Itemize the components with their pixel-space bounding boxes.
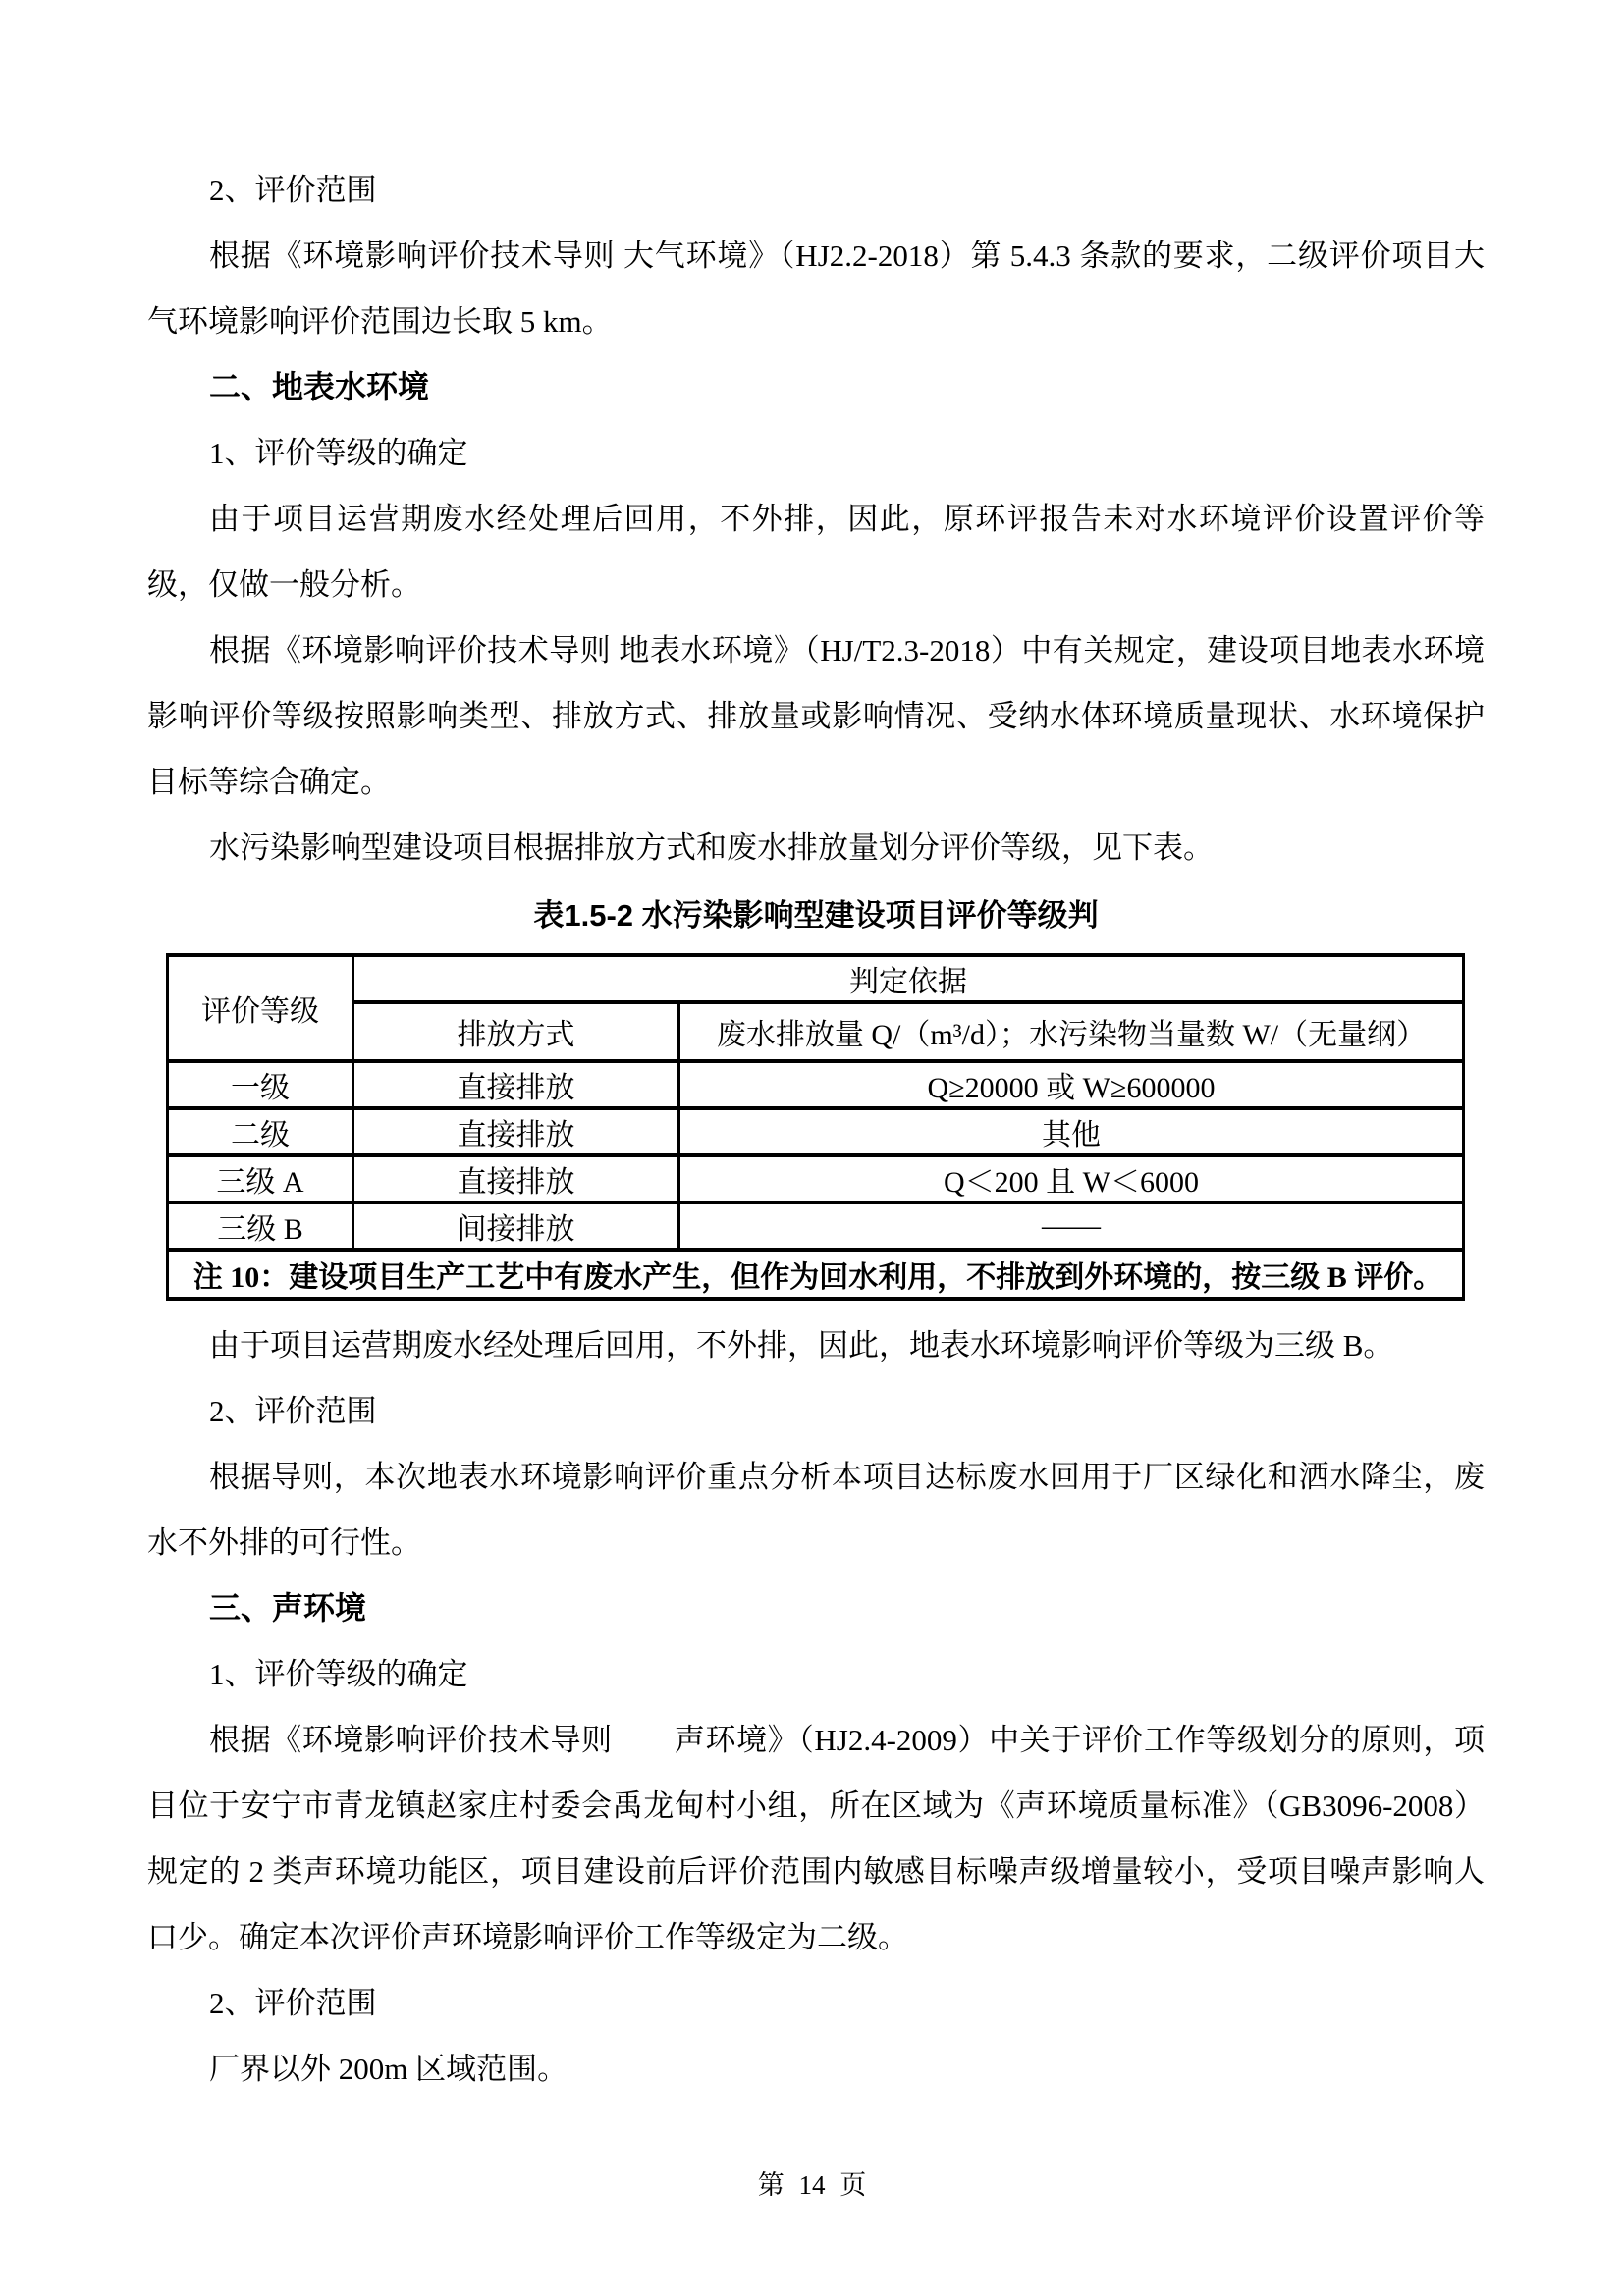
- cell-criteria: ——: [679, 1202, 1464, 1250]
- cell-mode: 直接排放: [353, 1061, 679, 1108]
- paragraph-water-scope-title: 2、评价范围: [209, 1394, 377, 1428]
- table-row-grade-1: [168, 1061, 1464, 1108]
- table-caption: 表1.5-2 水污染影响型建设项目评价等级判: [533, 898, 1099, 933]
- table-header-row-2: [168, 1002, 1464, 1061]
- table-header-grade: 评价等级: [168, 955, 353, 1061]
- paragraph-noise-grade-body: 根据《环境影响评价技术导则 声环境》（HJ2.4-2009）中关于评价工作等级划分的原则，项目位于安宁市青龙镇赵家庄村委会禹龙甸村小组，所在区域为《声环境质量标准》（GB3096-2008）规定的 2 类声环境功能区，项目建设前后评价范围内敏感目标噪声级增量较小，受项目噪声影响人口少。确定本次评价声环境影响评价工作等级定为二级。: [147, 1723, 1485, 1954]
- cell-mode: 间接排放: [353, 1202, 679, 1250]
- table-note: 注 10：建设项目生产工艺中有废水产生，但作为回水利用，不排放到外环境的，按三级 B 评价。: [168, 1250, 1464, 1299]
- paragraph-water-grade-body2: 根据《环境影响评价技术导则 地表水环境》（HJ/T2.3-2018）中有关规定，建设项目地表水环境影响评价等级按照影响类型、排放方式、排放量或影响情况、受纳水体环境质量现状、水环境保护目标等综合确定。: [147, 633, 1485, 799]
- cell-level: 二级: [168, 1108, 353, 1155]
- table-row-grade-3b: [168, 1202, 1464, 1250]
- paragraph-air-scope-body: 根据《环境影响评价技术导则 大气环境》（HJ2.2-2018）第 5.4.3 条款的要求，二级评价项目大气环境影响评价范围边长取 5 km。: [147, 239, 1485, 339]
- paragraph-air-scope-title: 2、评价范围: [209, 173, 377, 207]
- cell-criteria: Q＜200 且 W＜6000: [679, 1155, 1464, 1202]
- cell-mode: 直接排放: [353, 1155, 679, 1202]
- table-header-row-1: [168, 955, 1464, 1002]
- cell-level: 三级 B: [168, 1202, 353, 1250]
- paragraph-water-grade-conclusion: 由于项目运营期废水经处理后回用，不外排，因此，地表水环境影响评价等级为三级 B。: [209, 1328, 1394, 1362]
- cell-level: 三级 A: [168, 1155, 353, 1202]
- cell-criteria: Q≥20000 或 W≥600000: [679, 1061, 1464, 1108]
- page-content: [147, 157, 1485, 2102]
- heading-surface-water: 二、地表水环境: [209, 369, 430, 404]
- water-pollution-grade-table: [166, 953, 1465, 1301]
- table-row-grade-3a: [168, 1155, 1464, 1202]
- table-header-discharge-mode: 排放方式: [353, 1002, 679, 1061]
- table-row-grade-2: [168, 1108, 1464, 1155]
- cell-level: 一级: [168, 1061, 353, 1108]
- paragraph-noise-scope-body: 厂界以外 200m 区域范围。: [209, 2052, 568, 2086]
- paragraph-water-grade-title: 1、评价等级的确定: [209, 436, 468, 470]
- table-header-judgment-basis: 判定依据: [353, 955, 1464, 1002]
- paragraph-noise-grade-title: 1、评价等级的确定: [209, 1657, 468, 1691]
- heading-acoustic-environment: 三、声环境: [209, 1590, 367, 1626]
- paragraph-noise-scope-title: 2、评价范围: [209, 1986, 377, 2020]
- paragraph-water-grade-body1: 由于项目运营期废水经处理后回用，不外排，因此，原环评报告未对水环境评价设置评价等级，仅做一般分析。: [147, 502, 1485, 602]
- table-header-criteria: 废水排放量 Q/（m³/d）；水污染物当量数 W/（无量纲）: [679, 1002, 1464, 1061]
- cell-mode: 直接排放: [353, 1108, 679, 1155]
- page-number: 第 14 页: [757, 2170, 867, 2200]
- paragraph-water-scope-body: 根据导则，本次地表水环境影响评价重点分析本项目达标废水回用于厂区绿化和洒水降尘，废水不外排的可行性。: [147, 1460, 1485, 1560]
- cell-criteria: 其他: [679, 1108, 1464, 1155]
- paragraph-water-grade-body3: 水污染影响型建设项目根据排放方式和废水排放量划分评价等级，见下表。: [209, 830, 1214, 865]
- table-note-row: [168, 1250, 1464, 1299]
